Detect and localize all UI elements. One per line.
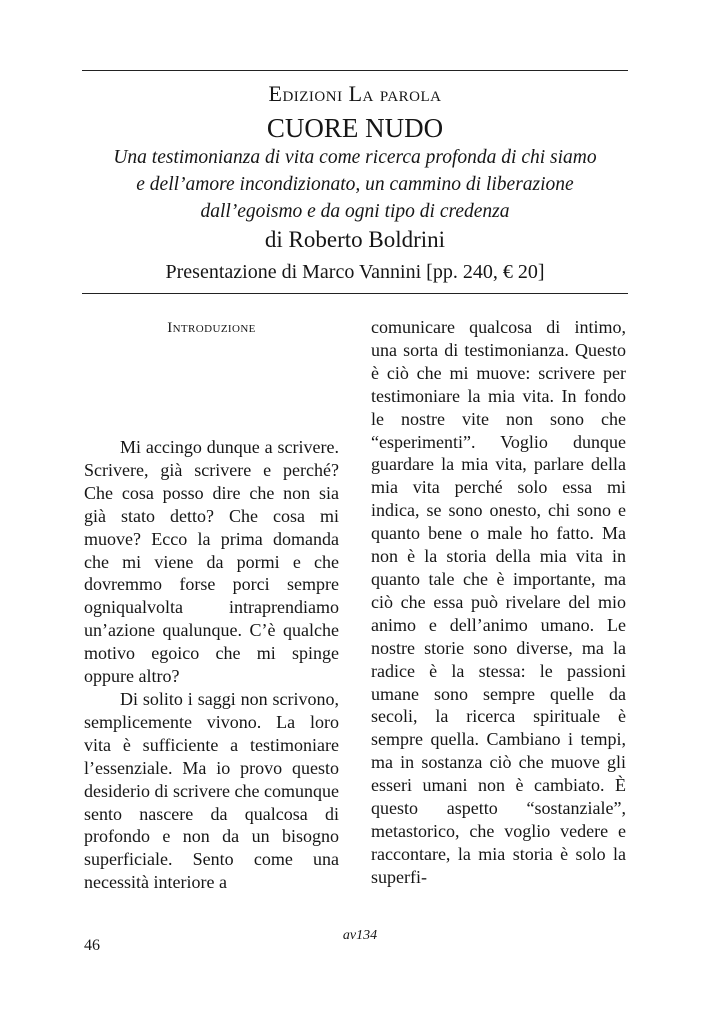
left-column [84,316,339,894]
section-heading: Introduzione [167,320,256,336]
paragraph: Di solito i saggi non scrivono, semplicemente vivono. La loro vita è sufficiente a testimoniare l’essenziale. Ma io provo questo desiderio di scrivere che comunque sento nascere da qualcosa di profondo e non da un bisogno superficiale. Sento come una necessità interiore a [84,688,339,893]
right-column [371,316,626,889]
bottom-rule [82,293,628,294]
book-subtitle [82,144,628,225]
publisher-name: Edizioni La parola [268,81,442,106]
book-author: di Roberto Boldrini [264,227,446,252]
paragraph: comunicare qualcosa di intimo, una sorta di testimonianza. Questo è ciò che mi muove: scrivere per testimoniare la mia vita. In fondo le nostre vite non sono che “esperimenti”. Voglio dunque guardare la mia vita, parlare della mia vita perché solo essa mi indica, se sono onesto, chi sono e quanto bene o male ho fatto. Ma non è la storia della mia vita in quanto tale che è importante, ma ciò che essa può rivelare del mio animo e dell’animo umano. Le nostre storie sono diverse, ma la radice è la stessa: le passioni umane sono sempre quelle da secoli, la ricerca spirituale è sempre quella. Cambiano i tempi, ma in sostanza ciò che muove gli esseri umani non è cambiato. È questo aspetto “sostanziale”, metastorico, che voglio vedere e raccontare, la mia storia è solo la superfi- [371,317,626,887]
article-header [82,78,628,289]
subtitle-line: e dell’amore incondizionato, un cammino di liberazione [136,174,574,195]
book-title: CUORE NUDO [266,113,444,143]
subtitle-line: Una testimonianza di vita come ricerca profonda di chi siamo [113,147,597,168]
page-number: 46 [84,937,100,954]
book-presentation: Presentazione di Marco Vannini [pp. 240, € 20] [165,261,545,283]
journal-mark: av134 [342,928,378,943]
subtitle-line: dall’egoismo e da ogni tipo di credenza [200,201,510,222]
left-column-body [84,436,339,894]
top-rule [82,70,628,71]
paragraph: Mi accingo dunque a scrivere. Scrivere, già scrivere e perché? Che cosa posso dire che non sia già stato detto? Che cosa mi muove? Ecco la prima domanda che mi viene da pormi e che dovremmo forse porci sempre ogniqualvolta intraprendiamo un’azione qualunque. C’è qualche motivo egoico che mi spinge oppure altro? [84,437,339,687]
